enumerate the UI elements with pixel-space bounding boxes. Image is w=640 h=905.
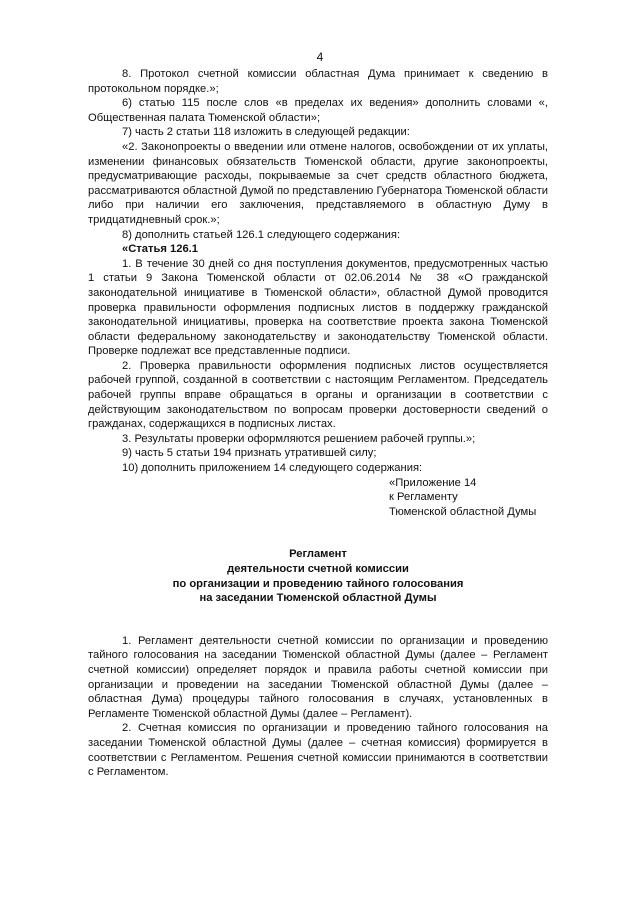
article-point: 1. В течение 30 дней со дня поступления документов, предусмотренных частью 1 статьи 9 Закона Тюменской области от 02.06.2014 № 38 «О гражданской законодательной инициативе в Тюменской области», областной Думой проводится проверка правильности оформления подписных листов в поддержку гражданской законодательной инициативы, проверка на соответствие проекта закона Тюменской области федеральному законодательству и законодательству Тюменской области. Проверке подлежат все представленные подписи. (88, 257, 548, 358)
title-line: по организации и проведению тайного голосования (172, 577, 464, 590)
appendix-line: Тюменской областной Думы (389, 505, 537, 518)
page-number: 4 (316, 50, 324, 64)
title-line: на заседании Тюменской областной Думы (199, 592, 437, 605)
article-heading: «Статья 126.1 (122, 243, 198, 256)
title-line: деятельности счетной комиссии (227, 563, 409, 575)
paragraph: 9) часть 5 статьи 194 признать утратившей силу; (122, 447, 377, 460)
paragraph: 6) статью 115 после слов «в пределах их ведения» дополнить словами «, Общественная палата Тюменской области»; (88, 97, 548, 124)
document-body (88, 67, 548, 780)
paragraph: 10) дополнить приложением 14 следующего содержания: (122, 462, 423, 475)
article-point: 2. Проверка правильности оформления подписных листов осуществляется рабочей группой, созданной в соответствии с настоящим Регламентом. Председатель рабочей группы вправе обращаться в органы и организации в соответствии с действующим законодательством по вопросам проверки достоверности сведений о гражданах, содержащихся в подписных листах. (88, 359, 548, 431)
regulation-point: 1. Регламент деятельности счетной комиссии по организации и проведению тайного голосования на заседании Тюменской областной Думы (далее – Регламент счетной комиссии) определяет порядок и правила работы счетной комиссии при организации и проведении на заседании Тюменской областной Думы (далее – областная Дума) процедуры тайного голосования в случаях, установленных в Регламенте Тюменской областной Думы (далее – Регламент). (88, 634, 548, 720)
paragraph: 8) дополнить статьей 126.1 следующего содержания: (122, 228, 401, 241)
paragraph: 8. Протокол счетной комиссии областная Дума принимает к сведению в протокольном порядке.»; (88, 68, 548, 95)
article-point: 3. Результаты проверки оформляются решением рабочей группы.»; (122, 432, 476, 445)
paragraph: «2. Законопроекты о введении или отмене налогов, освобождении от их уплаты, изменении финансовых обязательств Тюменской области, другие законопроекты, предусматривающие расходы, покрываемые за счет средств областного бюджета, рассматриваются областной Думой по представлению Губернатора Тюменской области либо при наличии его заключения, представляемого в областную Думу в тридцатидневный срок.»; (88, 140, 548, 226)
paragraph: 7) часть 2 статьи 118 изложить в следующей редакции: (122, 126, 410, 139)
appendix-line: к Регламенту (389, 491, 458, 504)
title-line: Регламент (289, 548, 347, 561)
regulation-title (88, 547, 548, 605)
appendix-line: «Приложение 14 (389, 476, 477, 489)
appendix-reference (389, 476, 548, 520)
regulation-point: 2. Счетная комиссия по организации и проведению тайного голосования на заседании Тюменской областной Думы (далее – счетная комиссия) формируется в соответствии с Регламентом. Решения счетной комиссии принимаются в соответствии с Регламентом. (88, 722, 548, 779)
